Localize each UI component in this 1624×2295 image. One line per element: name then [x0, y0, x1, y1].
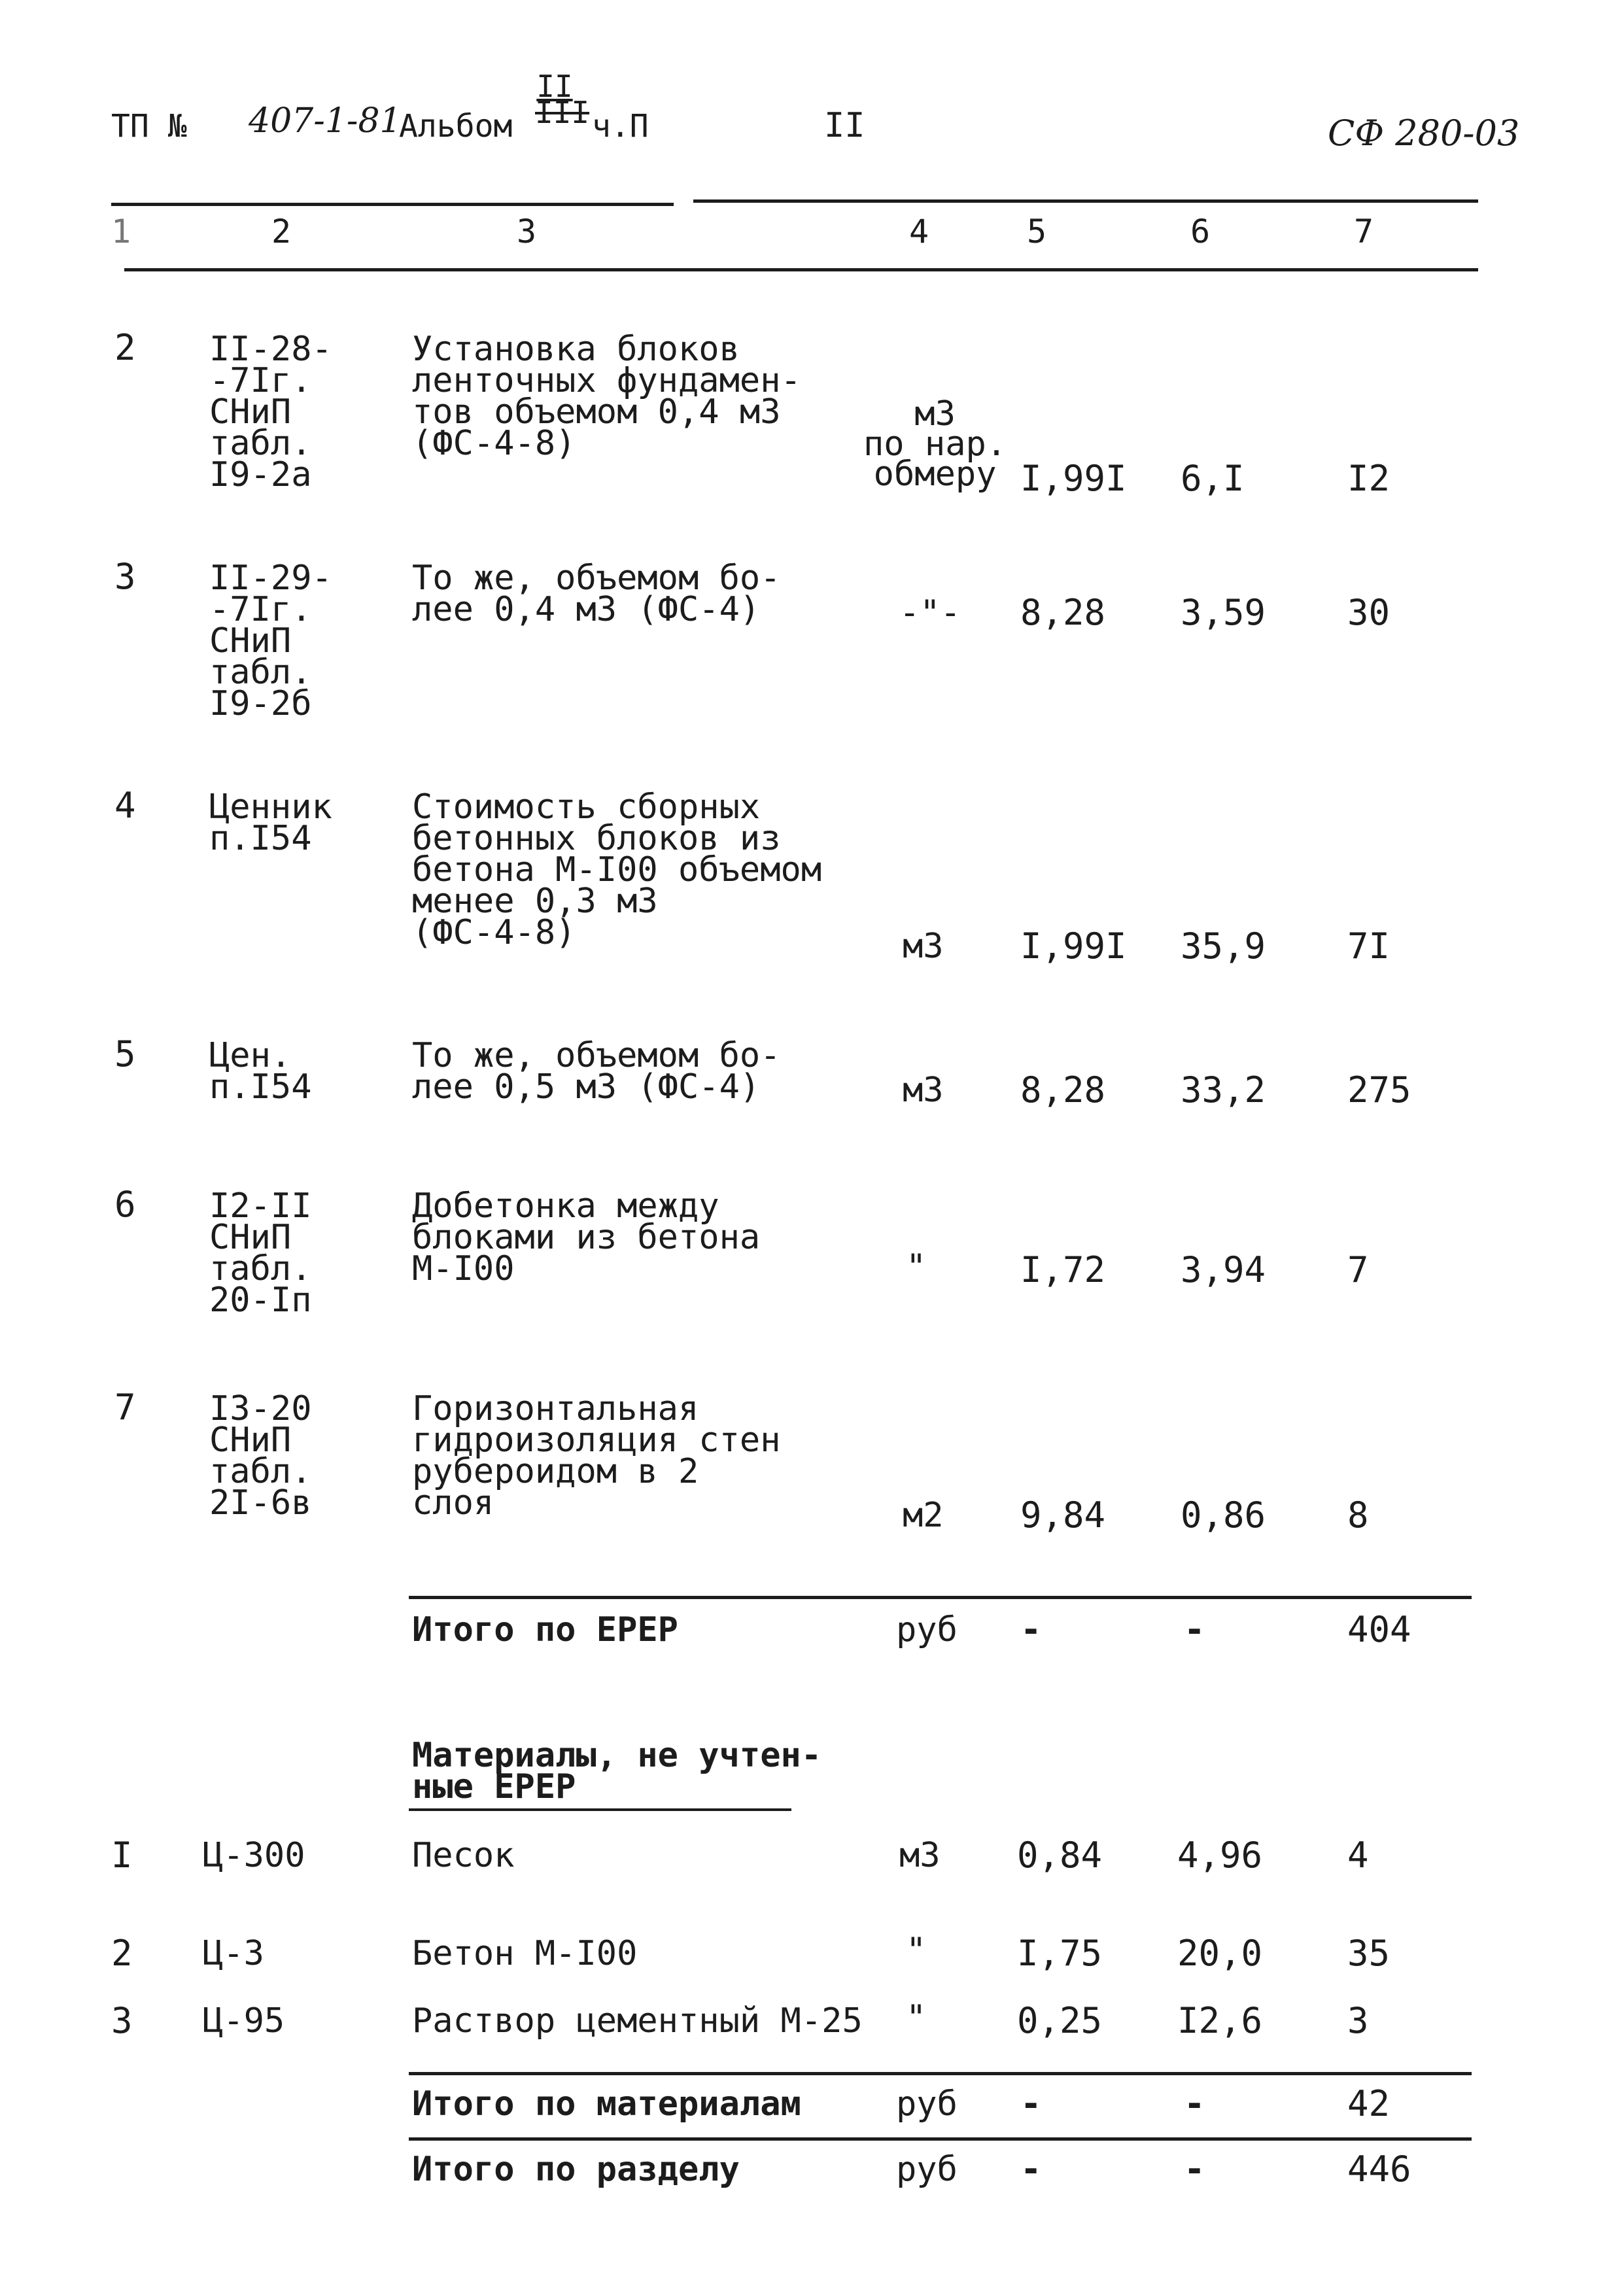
document-code: СФ 280-03: [1328, 112, 1520, 154]
header-bottom-rule: [124, 268, 1478, 271]
row-description: То же, объемом бо- лее 0,5 м3 (ФС-4): [412, 1036, 781, 1107]
material-quantity: 0,25: [1017, 2000, 1103, 2041]
total-section-total: 446: [1347, 2148, 1411, 2190]
album-number: [535, 69, 590, 130]
material-unit: ": [906, 1931, 927, 1970]
row-quantity: I,99I: [1020, 458, 1127, 499]
materials-total-rule: [409, 2072, 1472, 2075]
row-total: 7: [1347, 1249, 1369, 1290]
row-description: Горизонтальная гидроизоляция стен рубероидом в 2 слоя: [412, 1389, 781, 1523]
row-number: 6: [114, 1184, 136, 1225]
material-total: 35: [1347, 1933, 1391, 1974]
row-reference: II-28- -7Iг. СНиП табл. I9-2а: [209, 330, 332, 494]
column-number-2: 2: [271, 213, 292, 250]
row-unit-price: 33,2: [1181, 1069, 1266, 1111]
row-reference: Ценник п.I54: [209, 787, 332, 858]
column-number-6: 6: [1190, 213, 1211, 250]
row-description: То же, объемом бо- лее 0,4 м3 (ФС-4): [412, 559, 781, 629]
material-price: 4,96: [1177, 1835, 1263, 1876]
row-total: I2: [1347, 458, 1391, 499]
row-number: 5: [114, 1033, 136, 1075]
material-unit: м3: [899, 1836, 941, 1875]
material-reference: Ц-300: [203, 1836, 305, 1875]
material-number: 2: [111, 1933, 133, 1974]
row-unit: м3 по нар. обмеру: [863, 394, 1007, 494]
doc-number: 407-1-81: [249, 101, 402, 141]
subtotal-rule: [409, 1596, 1472, 1599]
row-number: 4: [114, 785, 136, 826]
row-unit: ": [906, 1247, 927, 1286]
row-reference: Цен. п.I54: [209, 1036, 312, 1107]
row-number: 3: [114, 556, 136, 597]
row-unit-price: 3,94: [1181, 1249, 1266, 1290]
material-total: 3: [1347, 2000, 1369, 2041]
row-quantity: 8,28: [1020, 592, 1106, 633]
material-description: Раствор цементный М-25: [412, 2001, 863, 2041]
column-number-7: 7: [1354, 213, 1374, 250]
row-unit-price: 0,86: [1181, 1494, 1266, 1536]
row-description: Стоимость сборных бетонных блоков из бетона М-I00 объемом менее 0,3 м3 (ФС-4-8): [412, 787, 822, 952]
tp-label: ТП №: [111, 108, 187, 145]
row-reference: I2-II СНиП табл. 20-Iп: [209, 1186, 312, 1320]
total-materials-quantity: -: [1020, 2083, 1042, 2124]
row-unit-price: 6,I: [1181, 458, 1245, 499]
row-quantity: I,99I: [1020, 925, 1127, 967]
row-total: 30: [1347, 592, 1391, 633]
row-unit: м2: [903, 1496, 944, 1535]
row-quantity: 9,84: [1020, 1494, 1106, 1536]
total-materials-unit: руб: [896, 2084, 958, 2124]
material-quantity: 0,84: [1017, 1835, 1103, 1876]
row-total: 275: [1347, 1069, 1411, 1111]
row-total: 7I: [1347, 925, 1391, 967]
row-unit-price: 3,59: [1181, 592, 1266, 633]
subtotal-erer-label: Итого по ЕРЕР: [412, 1610, 678, 1649]
row-reference: I3-20 СНиП табл. 2I-6в: [209, 1389, 312, 1523]
column-number-5: 5: [1027, 213, 1047, 250]
material-number: 3: [111, 2000, 133, 2041]
total-section-price: -: [1184, 2148, 1205, 2190]
row-unit: м3: [903, 927, 944, 966]
header-top-rule-right: [693, 199, 1478, 203]
material-price: I2,6: [1177, 2000, 1263, 2041]
row-quantity: I,72: [1020, 1249, 1106, 1290]
total-materials-label: Итого по материалам: [412, 2084, 801, 2124]
material-number: I: [111, 1835, 133, 1876]
row-number: 2: [114, 327, 136, 368]
album-label: Альбом: [399, 108, 513, 145]
row-description: Добетонка между блоками из бетона М-I00: [412, 1186, 761, 1288]
material-unit: ": [906, 1998, 927, 2037]
row-description: Установка блоков ленточных фундамен- тов объемом 0,4 м3 (ФС-4-8): [412, 330, 801, 463]
material-price: 20,0: [1177, 1933, 1263, 1974]
row-unit-price: 35,9: [1181, 925, 1266, 967]
album-number-top: II: [536, 69, 573, 104]
total-section-label: Итого по разделу: [412, 2150, 740, 2189]
header-top-rule: [111, 203, 674, 206]
total-section-unit: руб: [896, 2150, 958, 2189]
material-quantity: I,75: [1017, 1933, 1103, 1974]
materials-heading-underline: [409, 1808, 791, 1811]
total-section-quantity: -: [1020, 2148, 1042, 2190]
row-unit: -"-: [899, 593, 961, 632]
row-unit: м3: [903, 1071, 944, 1110]
row-reference: II-29- -7Iг. СНиП табл. I9-2б: [209, 559, 332, 723]
subtotal-erer-price: -: [1184, 1609, 1205, 1650]
subtotal-erer-total: 404: [1347, 1609, 1411, 1650]
section-total-rule: [409, 2137, 1472, 2141]
subtotal-erer-unit: руб: [896, 1610, 958, 1649]
material-description: Песок: [412, 1836, 515, 1875]
column-number-1: 1: [111, 213, 131, 250]
part-label: ч.П: [592, 108, 649, 145]
row-number: 7: [114, 1387, 136, 1428]
page-number: II: [824, 106, 865, 145]
row-total: 8: [1347, 1494, 1369, 1536]
column-number-4: 4: [909, 213, 929, 250]
column-number-3: 3: [517, 213, 537, 250]
materials-heading: Материалы, не учтен- ные ЕРЕР: [412, 1736, 822, 1806]
material-total: 4: [1347, 1835, 1369, 1876]
album-number-bottom: III: [535, 95, 590, 130]
material-description: Бетон М-I00: [412, 1934, 638, 1973]
total-materials-total: 42: [1347, 2083, 1391, 2124]
total-materials-price: -: [1184, 2083, 1205, 2124]
subtotal-erer-quantity: -: [1020, 1609, 1042, 1650]
row-quantity: 8,28: [1020, 1069, 1106, 1111]
material-reference: Ц-95: [203, 2001, 285, 2041]
material-reference: Ц-3: [203, 1934, 264, 1973]
